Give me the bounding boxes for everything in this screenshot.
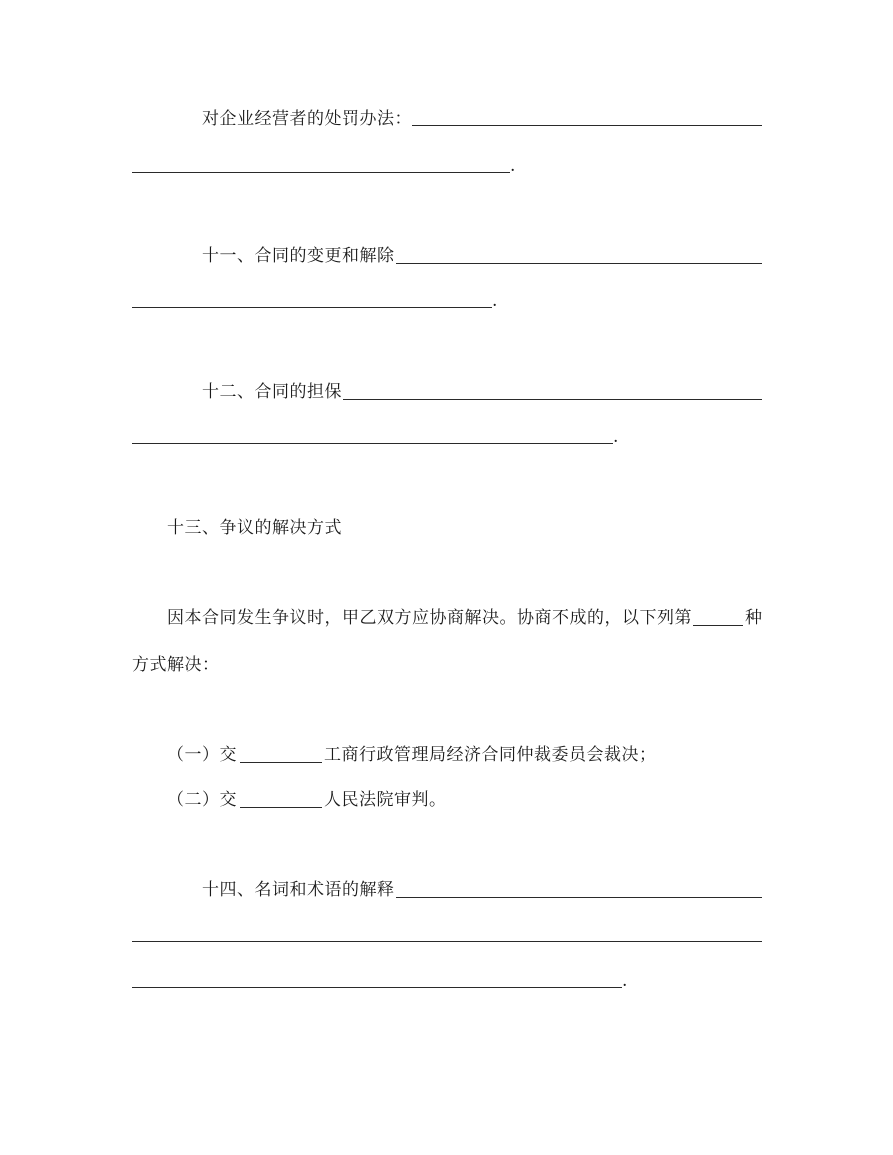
penalty-period: .: [510, 156, 516, 176]
option-2-suffix: 人民法院审判。: [324, 790, 447, 810]
terms-period: .: [622, 971, 628, 991]
terms-label: 十四、名词和术语的解释: [202, 880, 395, 900]
guarantee-period: .: [613, 427, 619, 447]
option-1-prefix: （一）交: [167, 745, 237, 765]
dispute-text-2: 方式解决：: [132, 655, 220, 675]
change-blank-line-1[interactable]: [396, 263, 762, 264]
dispute-text-1: 因本合同发生争议时，甲乙双方应协商解决。协商不成的，以下列第: [167, 608, 692, 628]
guarantee-label: 十二、合同的担保: [202, 382, 342, 402]
change-period: .: [492, 291, 498, 311]
terms-blank-line-2[interactable]: [132, 941, 762, 942]
penalty-blank-line-2[interactable]: [132, 172, 510, 173]
dispute-text-1-end: 种: [745, 608, 763, 628]
option-2-prefix: （二）交: [167, 790, 237, 810]
guarantee-blank-line-2[interactable]: [132, 443, 613, 444]
option-2-blank[interactable]: [240, 807, 322, 808]
guarantee-blank-line-1[interactable]: [343, 399, 762, 400]
change-blank-line-2[interactable]: [132, 307, 492, 308]
option-1-suffix: 工商行政管理局经济合同仲裁委员会裁决；: [324, 745, 657, 765]
penalty-label: 对企业经营者的处罚办法：: [202, 109, 412, 129]
penalty-blank-line-1[interactable]: [412, 125, 762, 126]
terms-blank-line-1[interactable]: [396, 897, 762, 898]
change-label: 十一、合同的变更和解除: [202, 246, 395, 266]
terms-blank-line-3[interactable]: [132, 987, 622, 988]
dispute-option-blank[interactable]: [693, 625, 743, 626]
option-1-blank[interactable]: [240, 762, 322, 763]
dispute-heading: 十三、争议的解决方式: [167, 518, 342, 538]
